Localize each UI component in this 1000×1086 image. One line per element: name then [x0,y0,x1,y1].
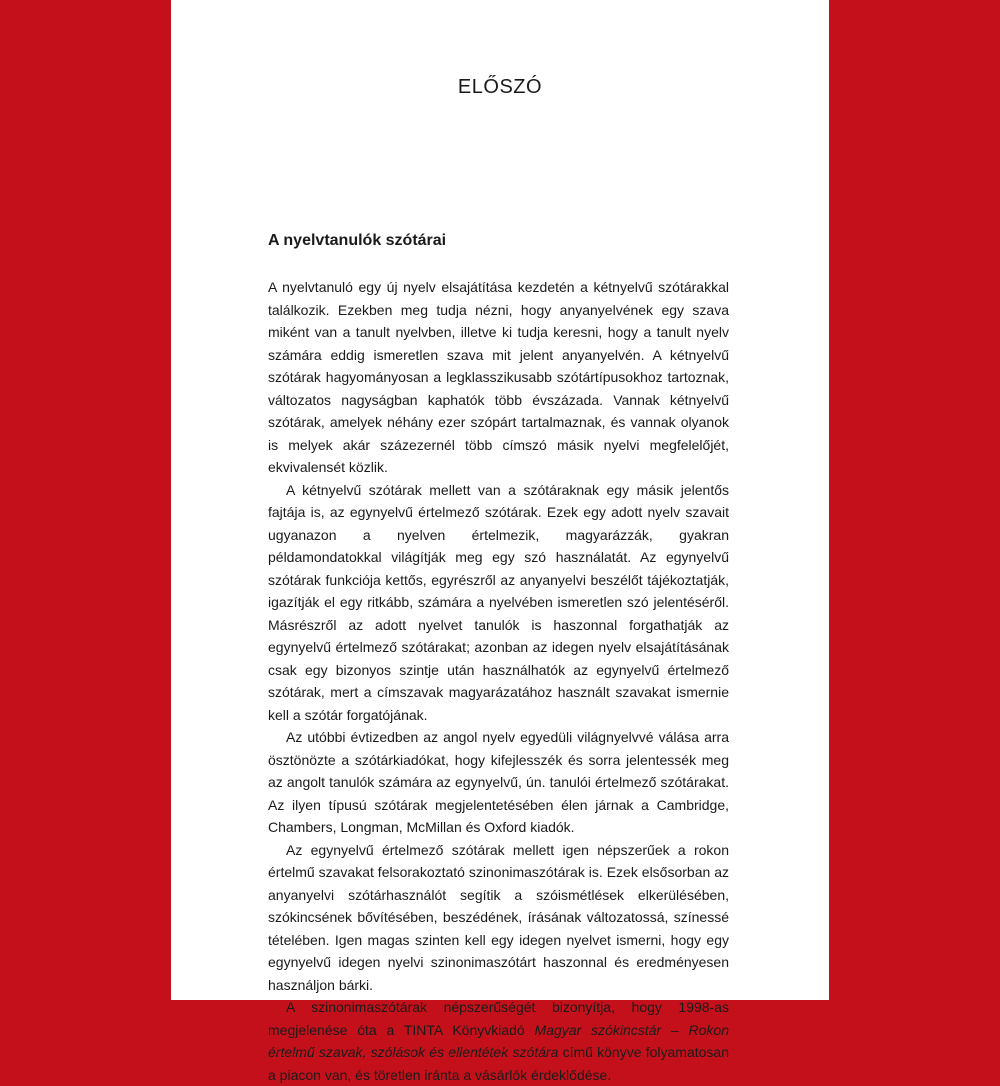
paragraph-3: Az utóbbi évtizedben az angol nyelv egyedüli világnyelvvé válása arra ösztönözte a szótárkiadókat, hogy kifejlesszék és sorra jelentessék meg az angolt tanulók számára az egynyelvű, ún. tanulói értelmező szótárakat. Az ilyen típusú szótárak megjelentetésében élen járnak a Cambridge, Chambers, Longman, McMillan és Oxford kiadók. [268,729,729,835]
paragraph-5 [268,996,729,1086]
body-text [268,276,729,1086]
paragraph-4: Az egynyelvű értelmező szótárak mellett igen népszerűek a rokon értelmű szavakat felsorakoztató szinonimaszótárak is. Ezek elsősorban az anyanyelvi szótárhasználót segítik a szóismétlések elkerülésében, szókincsének bővítésében, beszédének, írásának változatossá, színessé tételében. Igen magas szinten kell egy idegen nyelvet ismerni, hogy egy egynyelvű idegen nyelvi szinonimaszótárt haszonnal és eredményesen használjon bárki. [268,841,729,993]
book-title-italic: Magyar szókincstár – Rokon értelmű szavak, szólások és ellentétek szótára [268,1021,729,1060]
paragraph-5-text-after: című könyve folyamatosan a piacon van, és töretlen iránta a vásárlók érdeklődése. [268,1044,729,1083]
paragraph-2: A kétnyelvű szótárak mellett van a szótáraknak egy másik jelentős fajtája is, az egynyelvű értelmező szótárak. Ezek egy adott nyelv szavait ugyanazon a nyelven értelmezik, magyarázzák, gyakran példamondatokkal világítják meg egy szó használatát. Az egynyelvű szótárak funkciója kettős, egyrészről az anyanyelvi beszélőt tájékoztatják, igazítják el egy ritkább, számára a nyelvében ismeretlen szó jelentéséről. Másrészről az adott nyelvet tanulók is haszonnal forgathatják az egynyelvű értelmező szótárakat; azonban az idegen nyelv elsajátításának csak egy bizonyos szintje után használhatók az egynyelvű értelmező szótárak, mert a címszavak magyarázatához használt szavakat ismernie kell a szótár forgatójának. [268,481,729,723]
paragraph-1: A nyelvtanuló egy új nyelv elsajátítása kezdetén a kétnyelvű szótárakkal találkozik. Ezekben meg tudja nézni, hogy anyanyelvének egy szava miként van a tanult nyelvben, illetve ki tudja keresni, hogy a tanult nyelv számára eddig ismeretlen szava mit jelent anyanyelvén. A kétnyelvű szótárak hagyományosan a legklasszikusabb szótártípusokhoz tartoznak, változatos nagyságban kaphatók több évszázada. Vannak kétnyelvű szótárak, amelyek néhány ezer szópárt tartalmaznak, és vannak olyanok is melyek akár százezernél több címszó másik nyelvi megfelelőjét, ekvivalensét közlik. [268,279,729,475]
page-title: ELŐSZÓ [457,76,543,98]
section-heading: A nyelvtanulók szótárai [268,232,447,249]
paragraph-5-text-before: A szinonimaszótárak népszerűségét bizonyítja, hogy 1998-as megjelenése óta a TINTA Könyvkiadó [268,999,729,1038]
book-page [171,0,829,1083]
